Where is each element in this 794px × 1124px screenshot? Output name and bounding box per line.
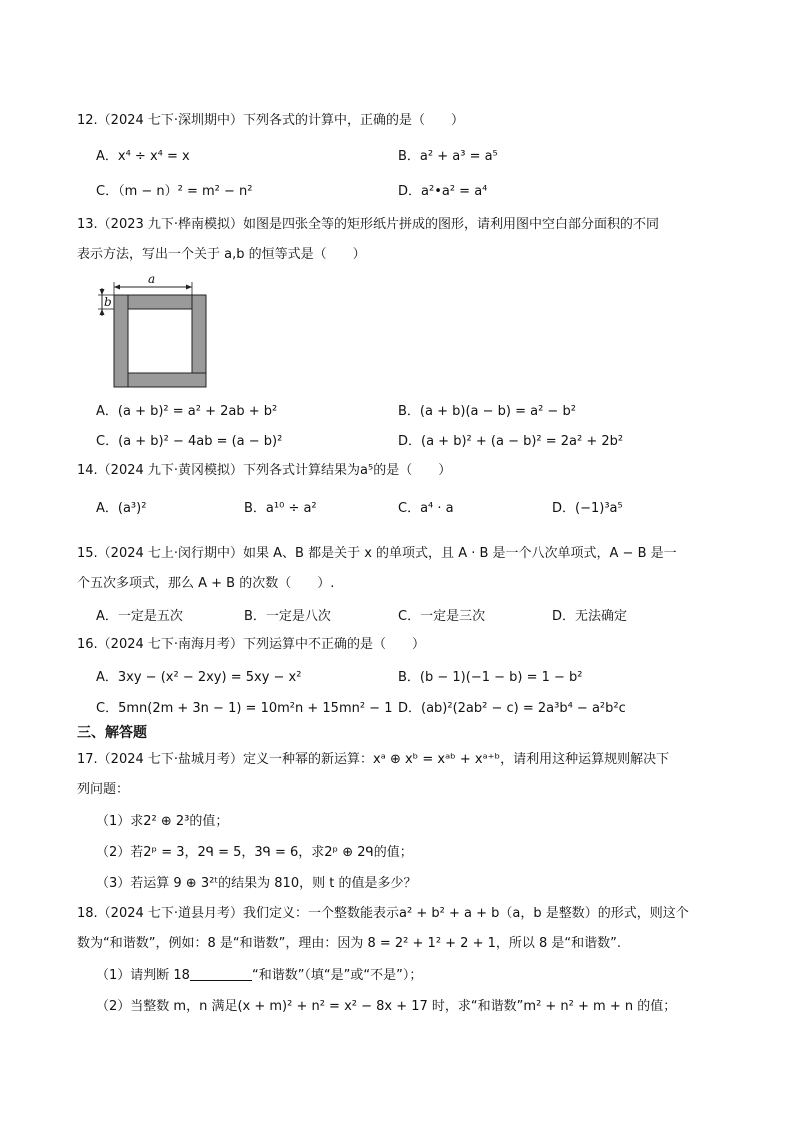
q15-option-a: A．一定是五次 — [96, 609, 183, 624]
q16-option-b: B．(b − 1)(−1 − b) = 1 − b² — [398, 670, 583, 685]
inner-square — [128, 309, 192, 373]
q18-part1-prefix: （1）请判断 18 — [96, 968, 190, 983]
q12-option-b: B．a² + a³ = a⁵ — [398, 149, 498, 164]
q13-option-a: A．(a + b)² = a² + 2ab + b² — [96, 404, 278, 419]
q17-part3: （3）若运算 9 ⊕ 3²ᵗ的结果为 810，则 t 的值是多少？ — [96, 876, 417, 891]
section-heading: 三、解答题 — [77, 725, 147, 741]
q14-option-c: C．a⁴ · a — [398, 501, 454, 516]
q18-stem-line1: 18.（2024 七下·道县月考）我们定义：一个整数能表示a² + b² + a + b（a，b 是整数）的形式，则这个 — [77, 906, 689, 921]
q16-option-c: C．5mn(2m + 3n − 1) = 10m²n + 15mn² − 1 — [96, 701, 393, 716]
q13-option-d: D．(a + b)² + (a − b)² = 2a² + 2b² — [398, 434, 624, 449]
q16-option-d: D．(ab)²(2ab² − c) = 2a³b⁴ − a²b²c — [398, 701, 626, 716]
q16-option-a: A．3xy − (x² − 2xy) = 5xy − x² — [96, 670, 302, 685]
q18-part1 — [96, 964, 422, 983]
q14-stem: 14.（2024 九下·黄冈模拟）下列各式计算结果为a⁵的是（ ） — [77, 463, 452, 478]
rect-left — [114, 295, 128, 387]
q13-stem-line2: 表示方法，写出一个关于 a,b 的恒等式是（ ） — [77, 247, 366, 262]
q12-option-c: C．（m − n）² = m² − n² — [96, 184, 253, 199]
q14-option-a: A．(a³)² — [96, 501, 147, 516]
q15-option-b: B．一定是八次 — [244, 609, 331, 624]
q12-stem: 12.（2024 七下·深圳期中）下列各式的计算中，正确的是（ ） — [77, 113, 465, 128]
q14-option-d: D．(−1)³a⁵ — [552, 501, 623, 516]
q12-option-a: A．x⁴ ÷ x⁴ = x — [96, 149, 190, 164]
q18-stem-line2: 数为“和谐数”，例如：8 是“和谐数”，理由：因为 8 = 2² + 1² + 2 + 1，所以 8 是“和谐数”. — [77, 936, 622, 951]
answer-blank[interactable] — [190, 966, 252, 981]
q17-stem-line1: 17.（2024 七下·盐城月考）定义一种幂的新运算：xᵃ ⊕ xᵇ = xᵃᵇ + xᵃ⁺ᵇ，请利用这种运算规则解决下 — [77, 752, 670, 767]
q13-option-c: C．(a + b)² − 4ab = (a − b)² — [96, 434, 283, 449]
q15-stem-line2: 个五次多项式，那么 A + B 的次数（ ）. — [77, 576, 335, 591]
q15-stem-line1: 15.（2024 七上·闵行期中）如果 A、B 都是关于 x 的单项式，且 A · B 是一个八次单项式，A − B 是一 — [77, 546, 677, 561]
q13-option-b: B．(a + b)(a − b) = a² − b² — [398, 404, 576, 419]
label-a: a — [148, 272, 156, 286]
q13-stem-line1: 13.（2023 九下·桦南模拟）如图是四张全等的矩形纸片拼成的图形，请利用图中空白部分面积的不同 — [77, 217, 660, 232]
q16-stem: 16.（2024 七下·南海月考）下列运算中不正确的是（ ） — [77, 637, 426, 652]
label-b: b — [104, 295, 112, 309]
q17-stem-line2: 列问题： — [77, 782, 130, 797]
q18-part1-suffix: “和谐数”（填“是”或“不是”）； — [251, 968, 423, 983]
q12-option-d: D．a²•a² = a⁴ — [398, 184, 488, 199]
q17-part1: （1）求2² ⊕ 2³的值； — [96, 814, 229, 829]
q18-part2: （2）当整数 m，n 满足(x + m)² + n² = x² − 8x + 17 时，求“和谐数”m² + n² + m + n 的值； — [96, 999, 677, 1014]
q15-option-c: C．一定是三次 — [398, 609, 486, 624]
q15-option-d: D．无法确定 — [552, 609, 628, 624]
q17-part2: （2）若2ᵖ = 3，2ᑫ = 5，3ᑫ = 6，求2ᵖ ⊕ 2ᑫ的值； — [96, 845, 413, 860]
rectangles-figure — [96, 270, 216, 390]
q14-option-b: B．a¹⁰ ÷ a² — [244, 501, 317, 516]
